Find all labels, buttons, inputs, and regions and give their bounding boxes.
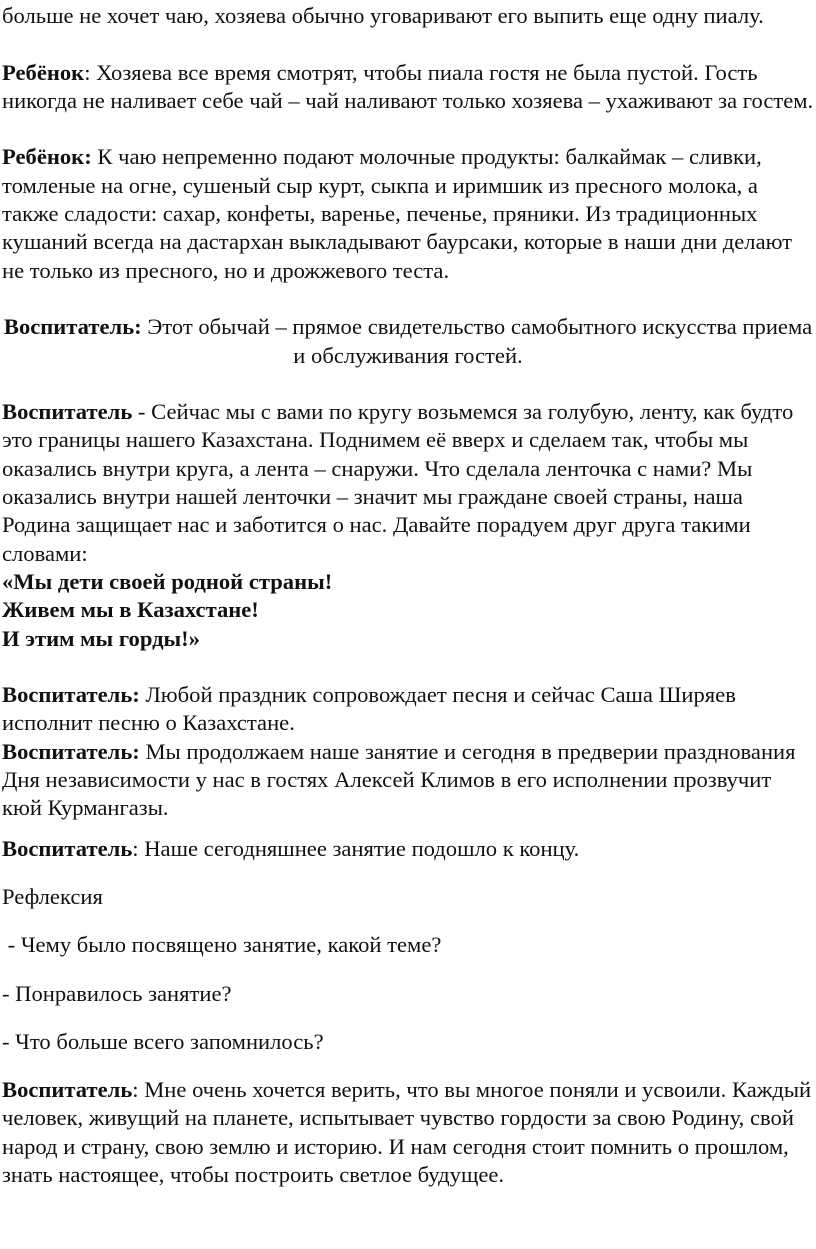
- paragraph-teacher-song: [2, 681, 814, 738]
- reflection-title: Рефлексия: [2, 883, 103, 909]
- poem-line: Живем мы в Казахстане!: [2, 597, 259, 623]
- paragraph-text: Мне очень хочется верить, что вы многое поняли и усвоили. Каждый человек, живущий на планете, испытывает чувство гордости за свою Родину, свой народ и страну, свою землю и историю. И нам сегодня стоит помнить о прошлом, знать настоящее, чтобы построить светлое будущее.: [2, 1077, 812, 1187]
- poem-line: И этим мы горды!»: [2, 625, 200, 651]
- speaker-separator: -: [132, 399, 152, 425]
- paragraph-teacher-custom: [2, 313, 814, 370]
- reflection-question: - Что больше всего запомнилось?: [2, 1028, 324, 1054]
- document-page: [2, 2, 814, 1189]
- speaker-label: Воспитатель: [2, 399, 133, 425]
- speaker-label: Воспитатель:: [2, 738, 140, 764]
- paragraph-text: больше не хочет чаю, хозяева обычно уговаривают его выпить еще одну пиалу.: [2, 3, 764, 28]
- paragraph-teacher-ribbon: [2, 398, 814, 568]
- paragraph-text: Сейчас мы с вами по кругу возьмемся за голубую, ленту, как будто это границы нашего Казахстана. Поднимем её вверх и сделаем так, чтобы мы оказались внутри круга, а лента – снаружи. Что сделала ленточка с нами? Мы оказались внутри нашей ленточки – значит мы граждане своей страны, наша Родина защищает нас и заботится о нас. Давайте порадуем друг друга такими словами:: [2, 399, 794, 566]
- reflection-question: - Чему было посвящено занятие, какой теме?: [2, 932, 442, 958]
- paragraph-teacher-final: [2, 1076, 814, 1189]
- paragraph-text: Любой праздник сопровождает песня и сейчас Саша Ширяев исполнит песню о Казахстане.: [2, 682, 736, 736]
- speaker-separator: :: [132, 835, 145, 861]
- paragraph-text: Хозяева все время смотрят, чтобы пиала гостя не была пустой. Гость никогда не наливает себе чай – чай наливают только хозяева – ухаживают за гостем.: [2, 59, 814, 113]
- paragraph-child-dairy: [2, 143, 814, 284]
- paragraph-text: К чаю непременно подают молочные продукты: балкаймак – сливки, томленые на огне, сушеный сыр курт, сыкпа и иримшик из пресного молока, а также сладости: сахар, конфеты, варенье, печенье, пряники. Из традиционных кушаний всегда на дастархан выкладывают баурсаки, которые в наши дни делают не только из пресного, но и дрожжевого теста.: [2, 144, 793, 283]
- paragraph-teacher-kui: [2, 738, 814, 823]
- speaker-label: Ребёнок: [2, 59, 85, 85]
- speaker-separator: :: [84, 59, 97, 85]
- speaker-label: Воспитатель:: [2, 682, 140, 708]
- speaker-label: Воспитатель: [2, 1077, 133, 1103]
- paragraph-teacher-end: [2, 835, 814, 863]
- speaker-label: Воспитатель: [2, 835, 133, 861]
- paragraph-tea-continuation: [2, 2, 814, 30]
- speaker-label: Ребёнок:: [2, 144, 92, 170]
- paragraph-text: Этот обычай – прямое свидетельство самобытного искусства приема и обслуживания гостей.: [147, 314, 813, 368]
- paragraph-child-host-care: [2, 59, 814, 116]
- reflection-question: - Понравилось занятие?: [2, 980, 232, 1006]
- paragraph-text: Мы продолжаем наше занятие и сегодня в предверии празднования Дня независимости у нас в гостях Алексей Климов в его исполнении прозвучит кюй Курмангазы.: [2, 738, 796, 821]
- speaker-label: Воспитатель:: [3, 314, 142, 340]
- poem-line: «Мы дети своей родной страны!: [2, 568, 333, 594]
- paragraph-text: Наше сегодняшнее занятие подошло к концу.: [144, 835, 580, 861]
- speaker-separator: :: [132, 1077, 145, 1103]
